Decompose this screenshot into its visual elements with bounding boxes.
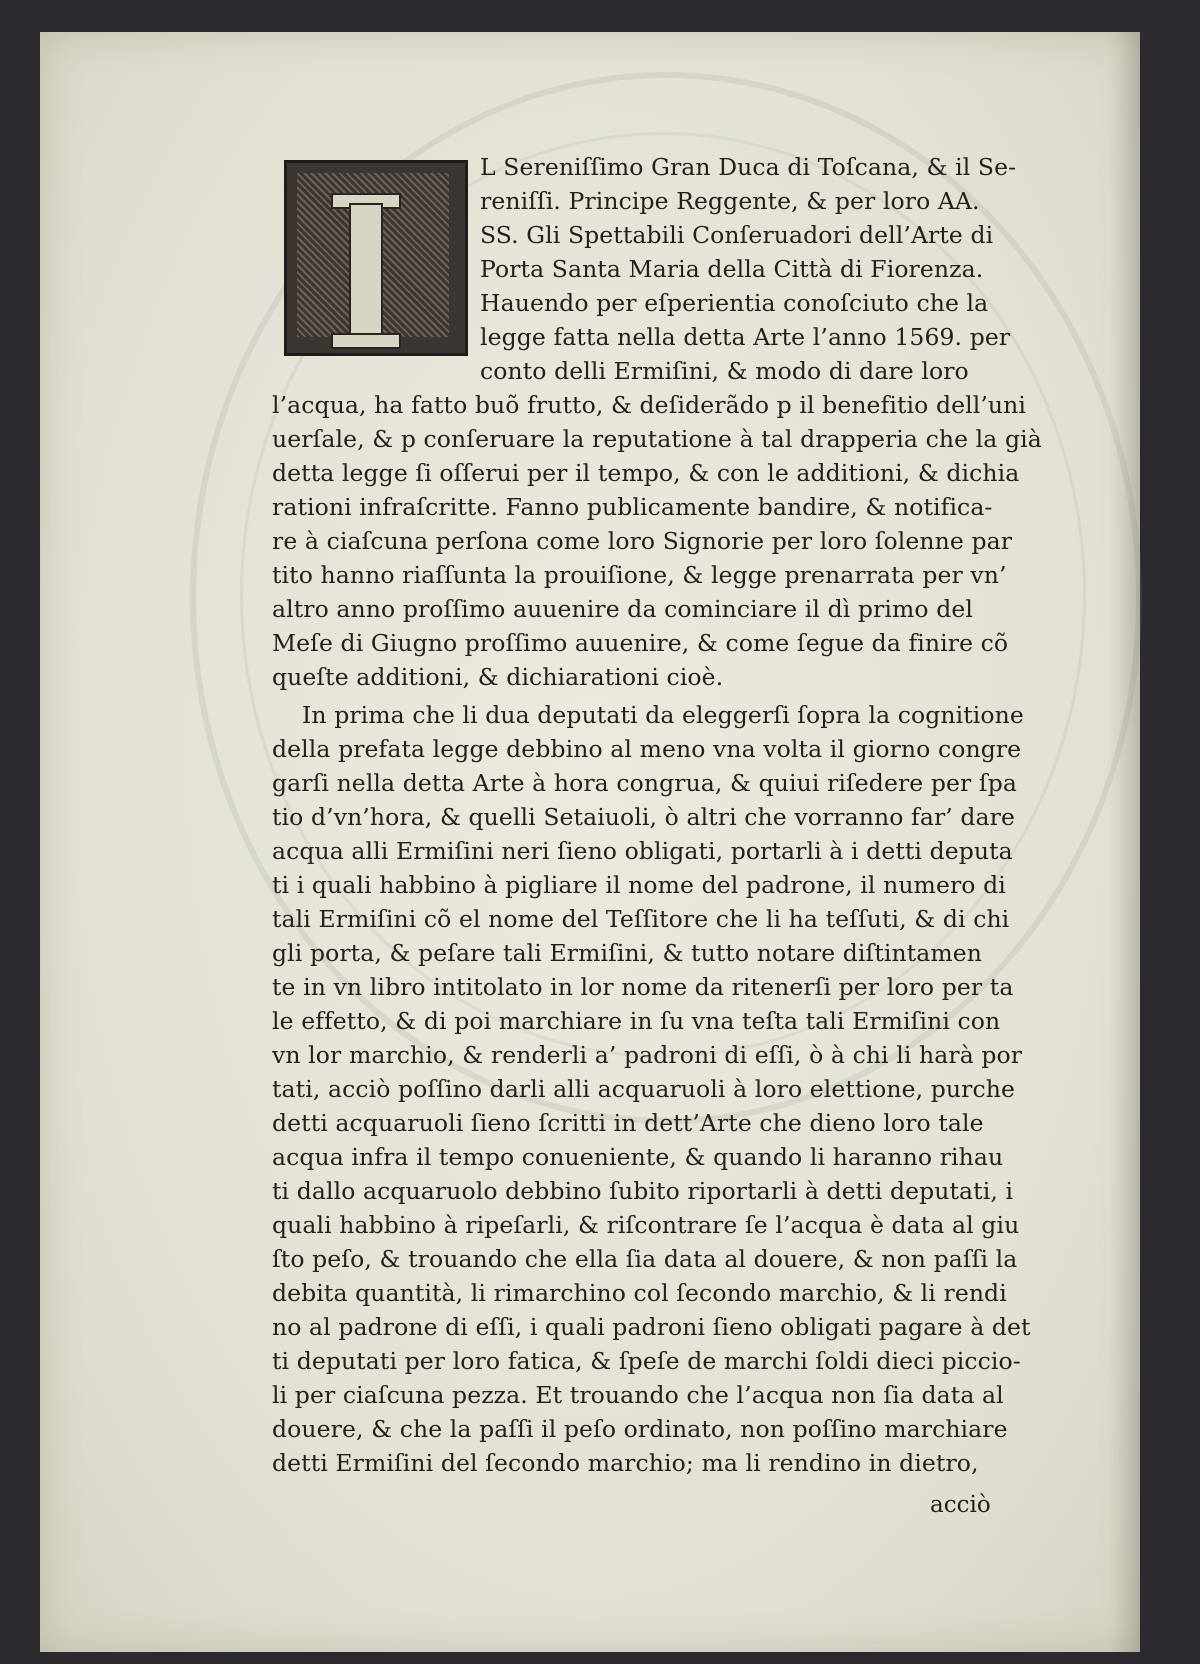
text-line: garſi nella detta Arte à hora congrua, & quiui riſedere per ſpa xyxy=(272,769,1017,797)
catchword: acciò xyxy=(930,1492,991,1518)
document-page xyxy=(40,32,1140,1652)
text-line: L Sereniſſimo Gran Duca di Toſcana, & il Se- xyxy=(480,153,1017,181)
text-line: Meſe di Giugno proſſimo auuenire, & come ſegue da finire cõ xyxy=(272,629,1009,657)
text-line: te in vn libro intitolato in lor nome da ritenerſi per loro per ta xyxy=(272,973,1014,1001)
text-line: queſte additioni, & dichiarationi cioè. xyxy=(272,663,724,691)
text-line: legge fatta nella detta Arte l’anno 1569. per xyxy=(480,323,1011,351)
text-line: quali habbino à ripeſarli, & riſcontrare ſe l’acqua è data al giu xyxy=(272,1211,1020,1239)
text-line: altro anno proſſimo auuenire da cominciare il dì primo del xyxy=(272,595,973,623)
text-line: vn lor marchio, & renderli a’ padroni di eſſi, ò à chi li harà por xyxy=(272,1041,1023,1069)
text-line: tio d’vn’hora, & quelli Setaiuoli, ò altri che vorranno far’ dare xyxy=(272,803,1016,831)
text-line: della prefata legge debbino al meno vna volta il giorno congre xyxy=(272,735,1022,763)
text-line: douere, & che la paſſi il peſo ordinato, non poſſino marchiare xyxy=(272,1415,1008,1443)
text-line: detta legge ſi oſſerui per il tempo, & con le additioni, & dichia xyxy=(272,459,1020,487)
text-line: le effetto, & di poi marchiare in ſu vna teſta tali Ermiſini con xyxy=(272,1007,1001,1035)
text-line: reniſſi. Principe Reggente, & per loro AA. xyxy=(480,187,980,215)
text-line: re à ciaſcuna perſona come loro Signorie per loro ſolenne par xyxy=(272,527,1013,555)
text-line: SS. Gli Spettabili Conſeruadori dell’Arte di xyxy=(480,221,994,249)
text-line: tito hanno riaſſunta la prouiſione, & legge prenarrata per vn’ xyxy=(272,561,1007,589)
text-line: debita quantità, li rimarchino col ſecondo marchio, & li rendi xyxy=(272,1279,1007,1307)
text-line: gli porta, & peſare tali Ermiſini, & tutto notare diſtintamen xyxy=(272,939,983,967)
text-line: Porta Santa Maria della Città di Fiorenza. xyxy=(480,255,984,283)
text-line: uerſale, & p conſeruare la reputatione à tal drapperia che la già xyxy=(272,425,1042,453)
text-line: l’acqua, ha fatto buõ frutto, & deſiderãdo p il benefitio dell’uni xyxy=(272,391,1026,419)
text-line: ti i quali habbino à pigliare il nome del padrone, il numero di xyxy=(272,871,1006,899)
text-line: conto delli Ermiſini, & modo di dare loro xyxy=(480,357,969,385)
text-line: ti dallo acquaruolo debbino ſubito riportarli à detti deputati, i xyxy=(272,1177,1014,1205)
text-line: detti Ermiſini del ſecondo marchio; ma li rendino in dietro, xyxy=(272,1449,979,1477)
text-line: ſto peſo, & trouando che ella ſia data al douere, & non paſſi la xyxy=(272,1245,1018,1273)
body-text xyxy=(40,32,1140,1652)
text-line: tati, acciò poſſino darli alli acquaruoli à loro elettione, purche xyxy=(272,1075,1015,1103)
text-line: tali Ermiſini cõ el nome del Teſſitore che li ha teſſuti, & di chi xyxy=(272,905,1010,933)
text-line: rationi infraſcritte. Fanno publicamente bandire, & notifica- xyxy=(272,493,993,521)
text-line: no al padrone di eſſi, i quali padroni ſieno obligati pagare à det xyxy=(272,1313,1031,1341)
text-line: ti deputati per loro fatica, & ſpeſe de marchi ſoldi dieci piccio- xyxy=(272,1347,1021,1375)
text-line: li per ciaſcuna pezza. Et trouando che l’acqua non ſia data al xyxy=(272,1381,1004,1409)
text-line: acqua infra il tempo conueniente, & quando li haranno rihau xyxy=(272,1143,1004,1171)
text-line: Hauendo per eſperientia conoſciuto che la xyxy=(480,289,989,317)
text-line: detti acquaruoli ſieno ſcritti in dett’Arte che dieno loro tale xyxy=(272,1109,984,1137)
text-line: acqua alli Ermiſini neri ſieno obligati, portarli à i detti deputa xyxy=(272,837,1013,865)
text-line: In prima che li dua deputati da eleggerſi ſopra la cognitione xyxy=(302,701,1024,729)
